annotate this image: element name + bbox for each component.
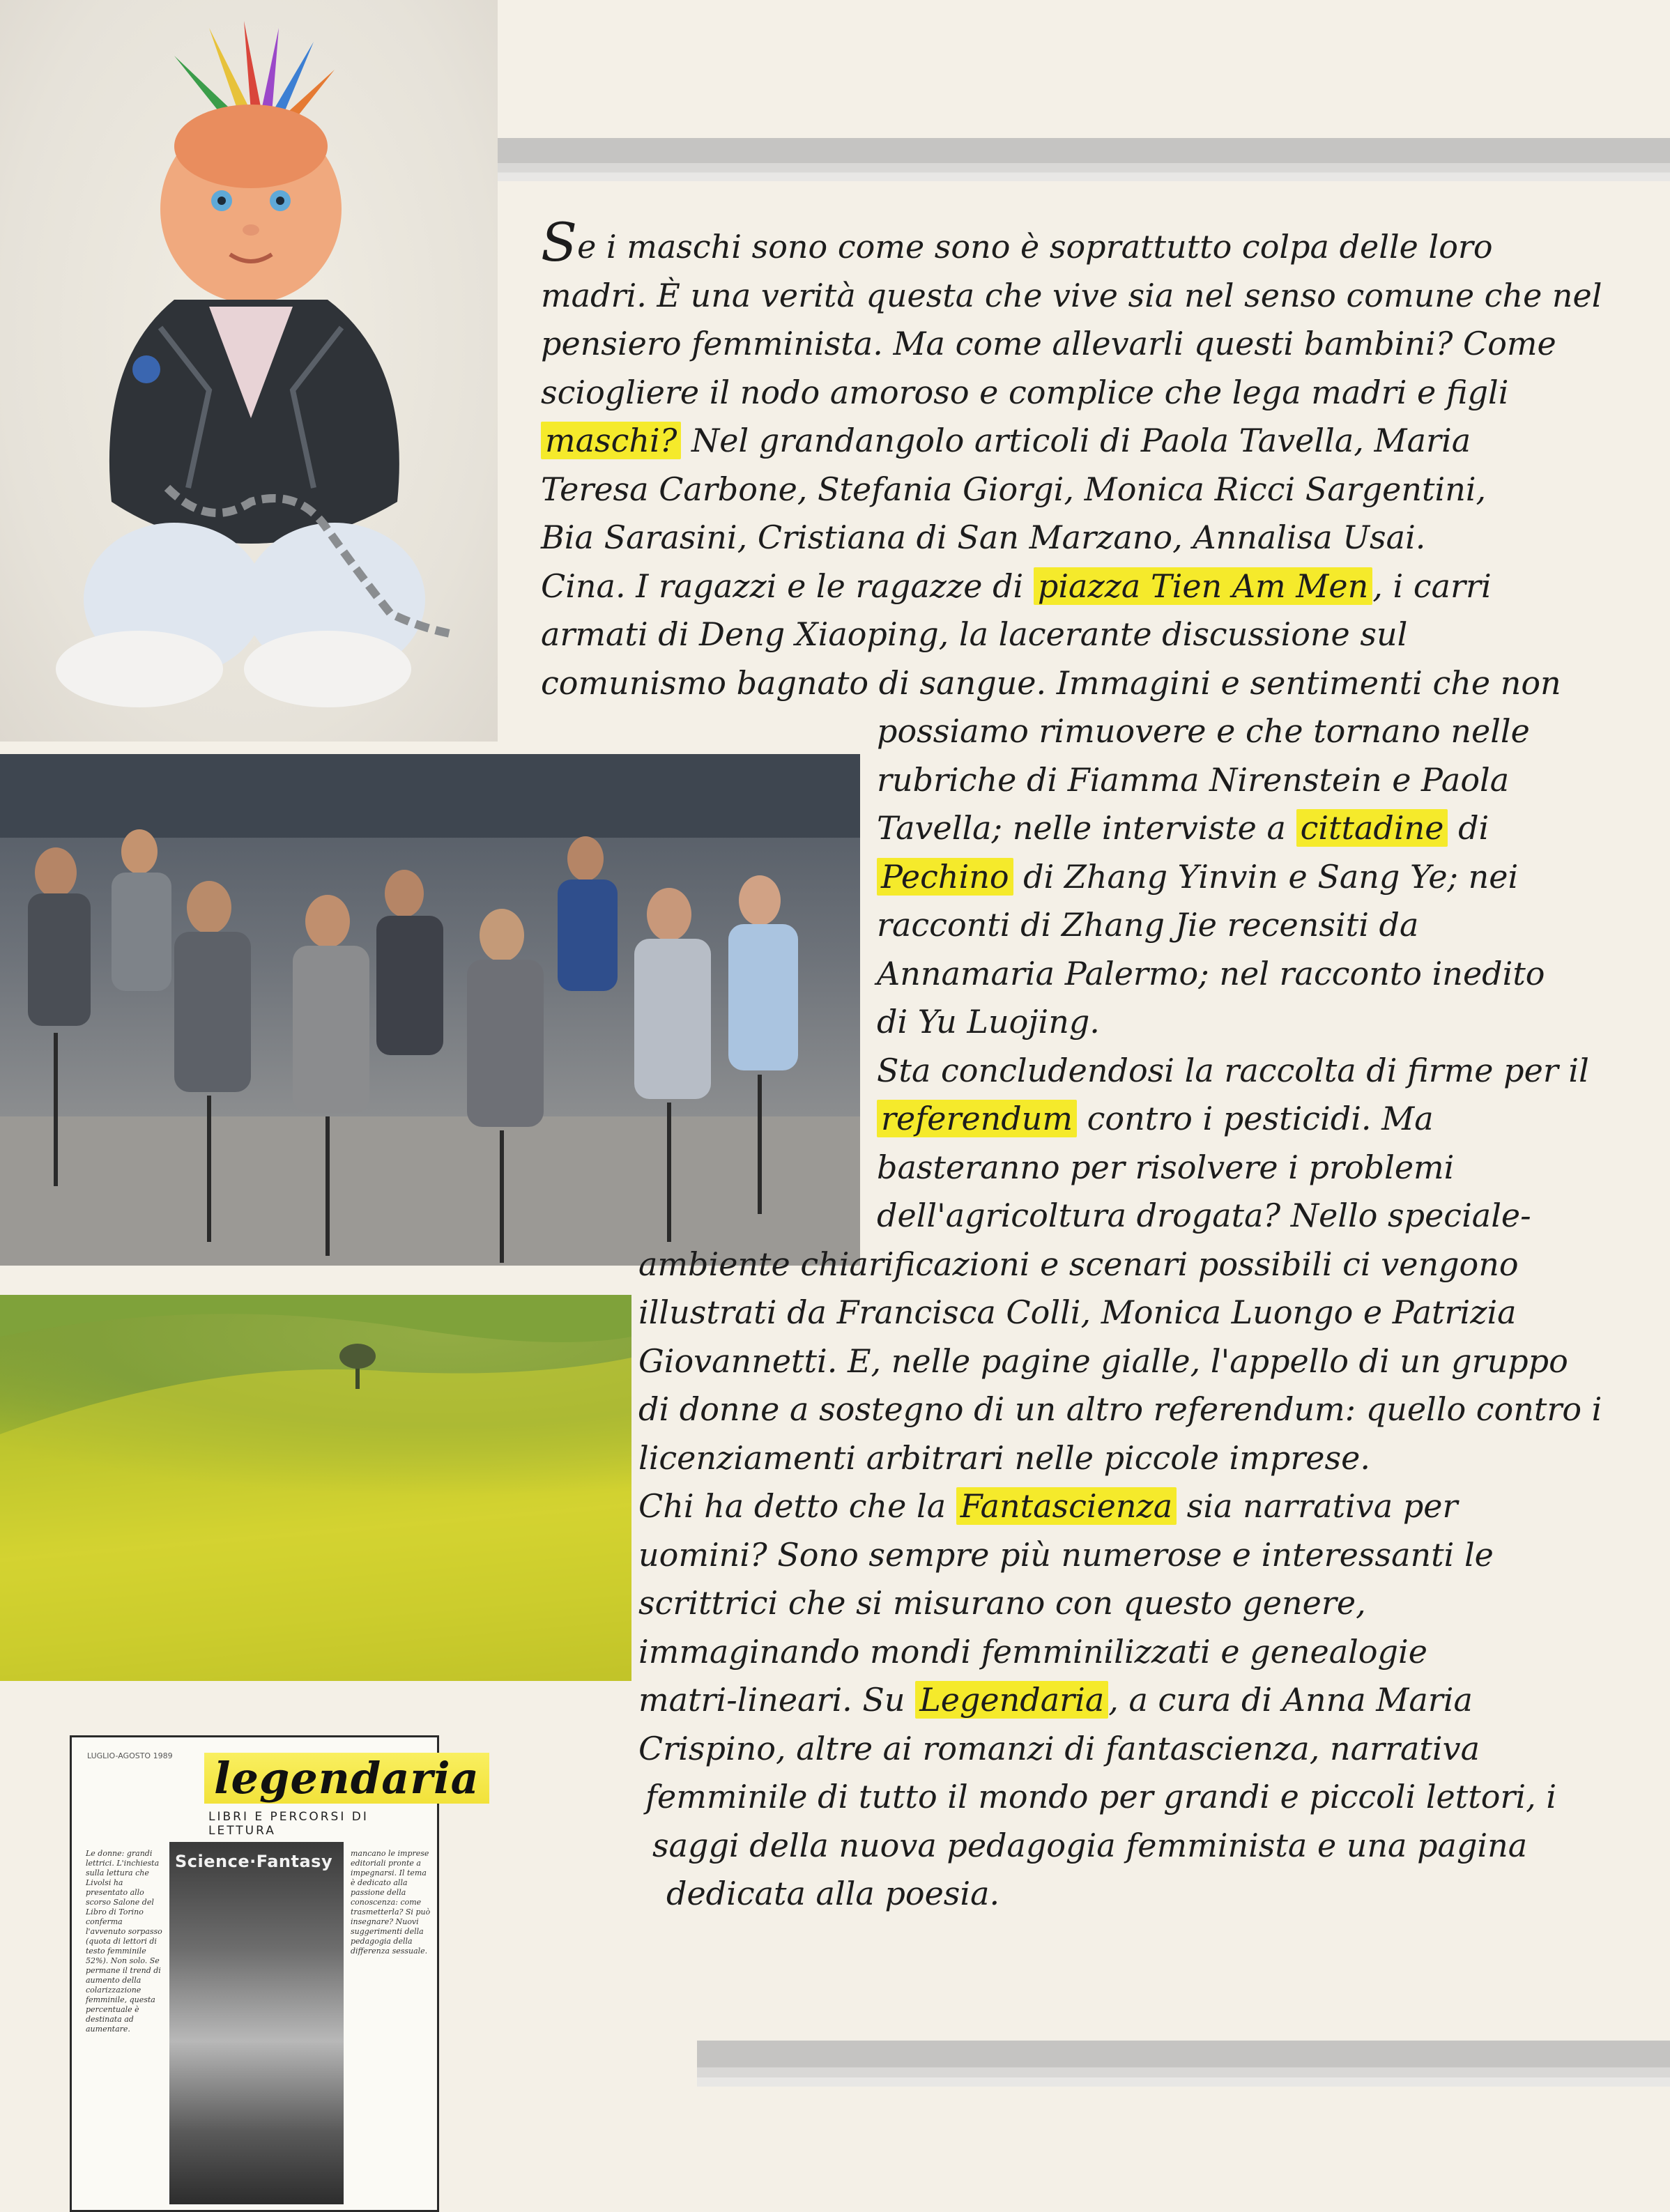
text-run: femminile di tutto il mondo per grandi e piccoli lettori, i: [645, 1778, 1557, 1815]
cyclists-photo: [0, 754, 860, 1266]
text-run: Teresa Carbone, Stefania Giorgi, Monica Ricci Sargentini,: [541, 470, 1487, 508]
text-run: , i carri: [1372, 567, 1492, 605]
text-line: [652, 1822, 1527, 1871]
text-run: uomini? Sono sempre più numerose e interessanti le: [638, 1535, 1494, 1574]
text-line: [541, 514, 1425, 562]
text-line: [541, 211, 1493, 273]
text-run: possiamo rimuovere e che tornano nelle: [877, 712, 1530, 750]
text-run: sia narrativa per: [1177, 1487, 1458, 1525]
text-line: [877, 707, 1530, 756]
text-run: licenziamenti arbitrari nelle piccole imprese.: [638, 1438, 1370, 1477]
punk-baby-illustration: [0, 0, 498, 742]
drop-cap: S: [541, 211, 578, 273]
text-run: illustrati da Francisca Colli, Monica Luongo e Patrizia: [638, 1293, 1517, 1331]
text-run: madri. È una verità questa che vive sia nel senso comune che nel: [541, 276, 1602, 314]
cyclists-drawing: [0, 754, 860, 1266]
text-run: Tavella; nelle interviste a: [877, 809, 1296, 847]
text-line: [638, 1579, 1366, 1628]
science-fantasy-title: Science·Fantasy: [175, 1852, 333, 1871]
text-line: [638, 1531, 1494, 1580]
text-line: [877, 853, 1518, 902]
text-line: [638, 1289, 1517, 1337]
text-line: [877, 1144, 1454, 1192]
text-run: rubriche di Fiamma Nirenstein e Paola: [877, 760, 1510, 799]
text-run: Sta concludendosi la raccolta di firme per il: [877, 1051, 1589, 1089]
text-line: [638, 1725, 1480, 1774]
text-run: racconti di Zhang Jie recensiti da: [877, 906, 1419, 944]
highlighted-phrase: Fantascienza: [956, 1487, 1177, 1525]
text-line: [541, 562, 1492, 611]
text-line: [541, 466, 1486, 514]
text-line: [638, 1241, 1519, 1289]
text-run: contro i pesticidi. Ma: [1077, 1100, 1434, 1137]
highlighted-phrase: Pechino: [877, 858, 1013, 896]
text-line: [541, 369, 1508, 417]
text-line: [638, 1337, 1568, 1386]
text-run: Chi ha detto che la: [638, 1487, 956, 1525]
highlighted-phrase: piazza Tien Am Men: [1034, 567, 1372, 605]
text-run: scrittrici che si misurano con questo genere,: [638, 1584, 1366, 1622]
text-run: saggi della nuova pedagogia femminista e una pagina: [652, 1826, 1528, 1864]
field-drawing: [0, 1295, 631, 1681]
text-run: Cina. I ragazzi e le ragazze di: [541, 567, 1034, 605]
text-line: [877, 950, 1545, 999]
text-run: immaginando mondi femminilizzati e genealogie: [638, 1632, 1427, 1670]
text-line: [638, 1434, 1370, 1483]
highlighted-phrase: maschi?: [541, 422, 681, 459]
text-line: [666, 1870, 999, 1919]
text-run: di: [1448, 809, 1489, 847]
text-run: Giovannetti. E, nelle pagine gialle, l'appello di un gruppo: [638, 1342, 1568, 1380]
cyclist-figures: [28, 829, 798, 1127]
text-run: Bia Sarasini, Cristiana di San Marzano, Annalisa Usai.: [541, 519, 1426, 556]
text-run: Nel grandangolo articoli di Paola Tavella, Maria: [681, 422, 1471, 459]
legendaria-left-column: Le donne: grandi lettrici. L'inchiesta sulla lettura che Livolsi ha presentato allo scorso Salone del Libro di Torino conferma l'avvenuto sorpasso (quota di lettori di testo femminile 52%). Non solo. Se permane il trend di aumento della colarizzazione femminile, questa percentuale è destinata ad aumentare.: [86, 1849, 162, 2034]
text-line: [541, 417, 1471, 466]
top-decorative-band: [498, 138, 1670, 181]
punk-baby-drawing: [0, 0, 498, 742]
text-line: [877, 1095, 1434, 1144]
text-run: armati di Deng Xiaoping, la lacerante discussione sul: [541, 615, 1408, 653]
legendaria-page-thumbnail: [70, 1735, 480, 2212]
text-run: comunismo bagnato di sangue. Immagini e sentimenti che non: [541, 663, 1561, 702]
text-line: [877, 998, 1100, 1047]
text-line: [877, 756, 1509, 805]
text-line: [541, 272, 1602, 321]
text-line: [645, 1773, 1556, 1822]
legendaria-masthead: legendaria: [204, 1753, 489, 1804]
text-run: dedicata alla poesia.: [666, 1875, 1000, 1912]
text-line: [877, 1192, 1531, 1241]
highlighted-phrase: Legendaria: [915, 1681, 1108, 1719]
text-run: Annamaria Palermo; nel racconto inedito: [877, 954, 1545, 992]
text-line: [638, 1676, 1473, 1725]
text-line: [877, 804, 1489, 853]
science-fantasy-cover: [169, 1842, 344, 2204]
legendaria-date: LUGLIO-AGOSTO 1989: [87, 1751, 173, 1760]
yellow-field-photo: [0, 1295, 631, 1681]
text-run: dell'agricoltura drogata? Nello speciale-: [877, 1197, 1531, 1234]
legendaria-subtitle: LIBRI E PERCORSI DI LETTURA: [208, 1810, 369, 1838]
text-line: [541, 320, 1556, 369]
text-line: [541, 659, 1561, 708]
text-run: di Zhang Yinvin e Sang Ye; nei: [1013, 857, 1519, 896]
text-run: di donne a sostegno di un altro referendum: quello contro i: [638, 1390, 1602, 1428]
text-run: sciogliere il nodo amoroso e complice che lega madri e figli: [541, 373, 1509, 411]
text-run: pensiero femminista. Ma come allevarli questi bambini? Come: [541, 325, 1556, 362]
text-line: [638, 1482, 1457, 1531]
text-run: Crispino, altre ai romanzi di fantascienza, narrativa: [638, 1729, 1480, 1767]
text-line: [638, 1385, 1602, 1434]
text-run: matri-lineari. Su: [638, 1681, 916, 1719]
text-line: [541, 610, 1407, 659]
highlighted-phrase: referendum: [877, 1100, 1077, 1137]
legendaria-right-column: mancano le imprese editoriali pronte a impegnarsi. Il tema è dedicato alla passione della conoscenza: come trasmetterla? Si può insegnare? Nuovi suggerimenti della pedagogia della differenza sessuale.: [351, 1849, 431, 1956]
text-run: ambiente chiarificazioni e scenari possibili ci vengono: [638, 1245, 1519, 1283]
text-line: [638, 1628, 1427, 1677]
text-run: e i maschi sono come sono è soprattutto colpa delle loro: [577, 228, 1493, 266]
highlighted-phrase: cittadine: [1296, 809, 1448, 847]
text-run: di Yu Luojing.: [877, 1003, 1100, 1040]
text-line: [877, 1047, 1589, 1096]
text-line: [877, 901, 1418, 950]
bottom-decorative-band: [697, 2041, 1670, 2087]
text-run: , a cura di Anna Maria: [1108, 1681, 1473, 1719]
text-run: basteranno per risolvere i problemi: [877, 1148, 1455, 1186]
